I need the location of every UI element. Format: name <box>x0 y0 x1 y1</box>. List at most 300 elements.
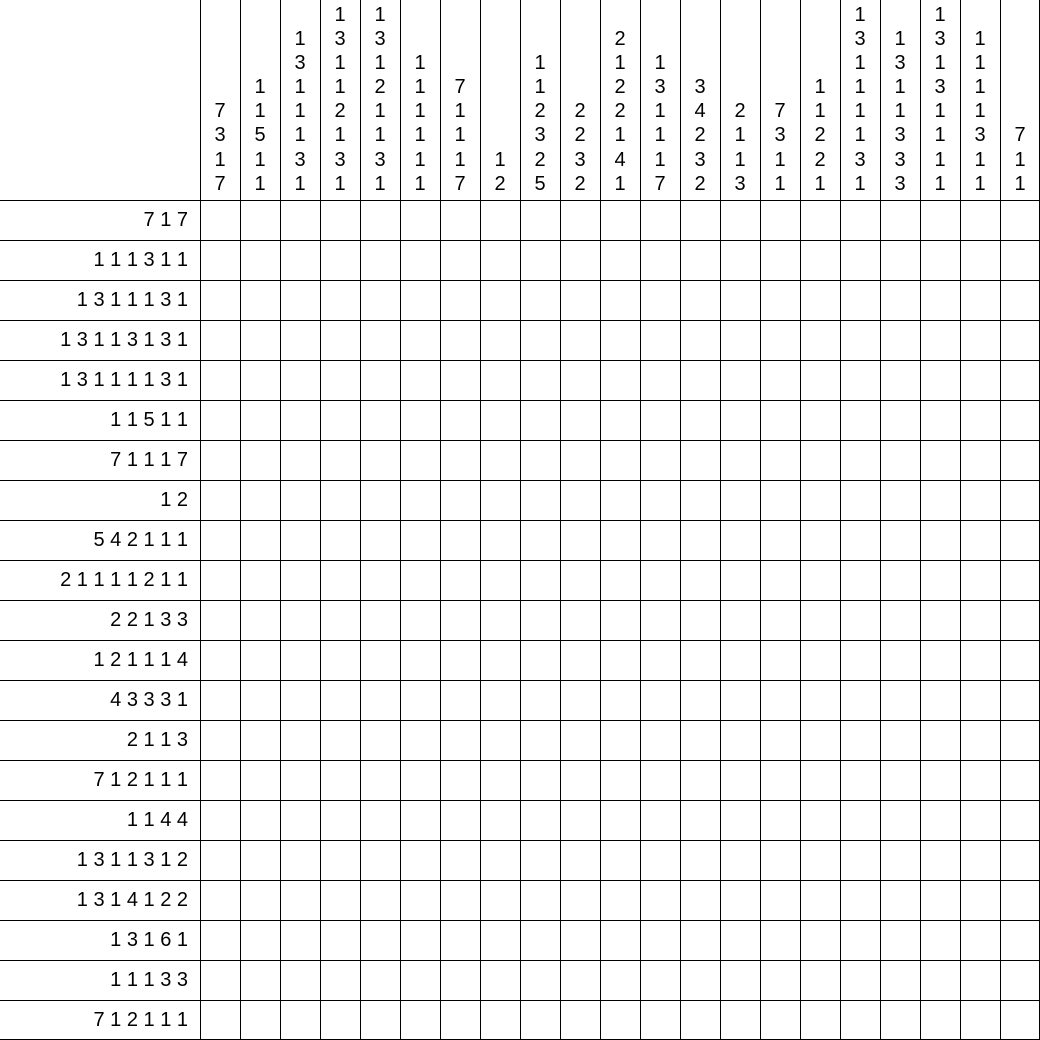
grid-cell[interactable] <box>601 601 640 640</box>
grid-cell[interactable] <box>361 521 400 560</box>
grid-cell[interactable] <box>201 441 240 480</box>
grid-cell[interactable] <box>681 561 720 600</box>
grid-cell[interactable] <box>721 961 760 1000</box>
grid-cell[interactable] <box>641 641 680 680</box>
grid-cell[interactable] <box>441 881 480 920</box>
grid-cell[interactable] <box>241 881 280 920</box>
grid-cell[interactable] <box>1001 921 1040 960</box>
grid-cell[interactable] <box>601 401 640 440</box>
grid-cell[interactable] <box>361 961 400 1000</box>
grid-cell[interactable] <box>801 601 840 640</box>
grid-cell[interactable] <box>361 201 400 240</box>
grid-cell[interactable] <box>241 481 280 520</box>
grid-cell[interactable] <box>521 441 560 480</box>
grid-cell[interactable] <box>641 721 680 760</box>
grid-cell[interactable] <box>681 841 720 880</box>
grid-cell[interactable] <box>281 641 320 680</box>
grid-cell[interactable] <box>841 361 880 400</box>
grid-cell[interactable] <box>441 321 480 360</box>
grid-cell[interactable] <box>521 961 560 1000</box>
grid-cell[interactable] <box>481 881 520 920</box>
grid-cell[interactable] <box>921 401 960 440</box>
grid-cell[interactable] <box>601 881 640 920</box>
grid-cell[interactable] <box>881 521 920 560</box>
grid-cell[interactable] <box>521 601 560 640</box>
grid-cell[interactable] <box>361 321 400 360</box>
grid-cell[interactable] <box>561 441 600 480</box>
grid-cell[interactable] <box>881 601 920 640</box>
grid-cell[interactable] <box>521 401 560 440</box>
grid-cell[interactable] <box>801 241 840 280</box>
grid-cell[interactable] <box>481 281 520 320</box>
grid-cell[interactable] <box>521 801 560 840</box>
grid-cell[interactable] <box>481 961 520 1000</box>
grid-cell[interactable] <box>401 801 440 840</box>
grid-cell[interactable] <box>601 241 640 280</box>
grid-cell[interactable] <box>841 961 880 1000</box>
grid-cell[interactable] <box>281 281 320 320</box>
grid-cell[interactable] <box>241 521 280 560</box>
grid-cell[interactable] <box>201 921 240 960</box>
grid-cell[interactable] <box>441 481 480 520</box>
grid-cell[interactable] <box>201 961 240 1000</box>
grid-cell[interactable] <box>401 921 440 960</box>
grid-cell[interactable] <box>841 201 880 240</box>
grid-cell[interactable] <box>961 641 1000 680</box>
grid-cell[interactable] <box>761 1001 800 1040</box>
grid-cell[interactable] <box>281 761 320 800</box>
grid-cell[interactable] <box>201 241 240 280</box>
grid-cell[interactable] <box>361 801 400 840</box>
grid-cell[interactable] <box>481 561 520 600</box>
grid-cell[interactable] <box>961 241 1000 280</box>
grid-cell[interactable] <box>921 961 960 1000</box>
grid-cell[interactable] <box>921 241 960 280</box>
grid-cell[interactable] <box>761 561 800 600</box>
grid-cell[interactable] <box>921 361 960 400</box>
grid-cell[interactable] <box>281 721 320 760</box>
grid-cell[interactable] <box>201 281 240 320</box>
grid-cell[interactable] <box>921 281 960 320</box>
grid-cell[interactable] <box>481 841 520 880</box>
grid-cell[interactable] <box>681 921 720 960</box>
grid-cell[interactable] <box>281 881 320 920</box>
grid-cell[interactable] <box>201 761 240 800</box>
grid-cell[interactable] <box>361 481 400 520</box>
grid-cell[interactable] <box>961 841 1000 880</box>
grid-cell[interactable] <box>1001 881 1040 920</box>
grid-cell[interactable] <box>321 761 360 800</box>
grid-cell[interactable] <box>401 761 440 800</box>
grid-cell[interactable] <box>401 361 440 400</box>
grid-cell[interactable] <box>561 881 600 920</box>
grid-cell[interactable] <box>761 401 800 440</box>
grid-cell[interactable] <box>601 641 640 680</box>
grid-cell[interactable] <box>241 1001 280 1040</box>
grid-cell[interactable] <box>401 441 440 480</box>
grid-cell[interactable] <box>321 401 360 440</box>
grid-cell[interactable] <box>761 641 800 680</box>
grid-cell[interactable] <box>761 481 800 520</box>
grid-cell[interactable] <box>641 561 680 600</box>
grid-cell[interactable] <box>721 801 760 840</box>
grid-cell[interactable] <box>441 561 480 600</box>
grid-cell[interactable] <box>921 521 960 560</box>
grid-cell[interactable] <box>361 921 400 960</box>
grid-cell[interactable] <box>921 1001 960 1040</box>
grid-cell[interactable] <box>641 401 680 440</box>
grid-cell[interactable] <box>201 841 240 880</box>
grid-cell[interactable] <box>321 881 360 920</box>
grid-cell[interactable] <box>681 481 720 520</box>
grid-cell[interactable] <box>601 961 640 1000</box>
grid-cell[interactable] <box>761 761 800 800</box>
grid-cell[interactable] <box>961 441 1000 480</box>
grid-cell[interactable] <box>521 241 560 280</box>
grid-cell[interactable] <box>721 641 760 680</box>
grid-cell[interactable] <box>481 921 520 960</box>
grid-cell[interactable] <box>241 641 280 680</box>
grid-cell[interactable] <box>401 201 440 240</box>
grid-cell[interactable] <box>321 841 360 880</box>
grid-cell[interactable] <box>441 441 480 480</box>
grid-cell[interactable] <box>801 201 840 240</box>
grid-cell[interactable] <box>241 921 280 960</box>
grid-cell[interactable] <box>841 1001 880 1040</box>
grid-cell[interactable] <box>201 321 240 360</box>
grid-cell[interactable] <box>521 881 560 920</box>
grid-cell[interactable] <box>641 321 680 360</box>
grid-cell[interactable] <box>721 841 760 880</box>
grid-cell[interactable] <box>841 281 880 320</box>
grid-cell[interactable] <box>681 721 720 760</box>
grid-cell[interactable] <box>641 601 680 640</box>
grid-cell[interactable] <box>681 361 720 400</box>
grid-cell[interactable] <box>721 241 760 280</box>
grid-cell[interactable] <box>681 281 720 320</box>
grid-cell[interactable] <box>401 641 440 680</box>
grid-cell[interactable] <box>321 1001 360 1040</box>
grid-cell[interactable] <box>881 361 920 400</box>
grid-cell[interactable] <box>761 801 800 840</box>
grid-cell[interactable] <box>201 1001 240 1040</box>
grid-cell[interactable] <box>761 961 800 1000</box>
grid-cell[interactable] <box>361 1001 400 1040</box>
grid-cell[interactable] <box>241 241 280 280</box>
grid-cell[interactable] <box>281 401 320 440</box>
grid-cell[interactable] <box>361 241 400 280</box>
grid-cell[interactable] <box>841 441 880 480</box>
grid-cell[interactable] <box>481 721 520 760</box>
grid-cell[interactable] <box>521 1001 560 1040</box>
grid-cell[interactable] <box>481 521 520 560</box>
grid-cell[interactable] <box>881 681 920 720</box>
grid-cell[interactable] <box>721 201 760 240</box>
grid-cell[interactable] <box>641 761 680 800</box>
grid-cell[interactable] <box>1001 521 1040 560</box>
grid-cell[interactable] <box>241 601 280 640</box>
grid-cell[interactable] <box>641 681 680 720</box>
grid-cell[interactable] <box>601 521 640 560</box>
grid-cell[interactable] <box>681 961 720 1000</box>
grid-cell[interactable] <box>201 401 240 440</box>
grid-cell[interactable] <box>1001 681 1040 720</box>
grid-cell[interactable] <box>281 481 320 520</box>
grid-cell[interactable] <box>521 521 560 560</box>
grid-cell[interactable] <box>321 521 360 560</box>
grid-cell[interactable] <box>801 401 840 440</box>
grid-cell[interactable] <box>801 281 840 320</box>
grid-cell[interactable] <box>1001 761 1040 800</box>
grid-cell[interactable] <box>241 721 280 760</box>
grid-cell[interactable] <box>641 801 680 840</box>
grid-cell[interactable] <box>961 881 1000 920</box>
grid-cell[interactable] <box>201 601 240 640</box>
grid-cell[interactable] <box>401 281 440 320</box>
grid-cell[interactable] <box>761 321 800 360</box>
grid-cell[interactable] <box>561 841 600 880</box>
grid-cell[interactable] <box>321 801 360 840</box>
grid-cell[interactable] <box>761 521 800 560</box>
grid-cell[interactable] <box>1001 481 1040 520</box>
grid-cell[interactable] <box>601 681 640 720</box>
grid-cell[interactable] <box>881 721 920 760</box>
grid-cell[interactable] <box>761 241 800 280</box>
grid-cell[interactable] <box>881 881 920 920</box>
grid-cell[interactable] <box>721 921 760 960</box>
grid-cell[interactable] <box>521 841 560 880</box>
grid-cell[interactable] <box>801 921 840 960</box>
grid-cell[interactable] <box>561 321 600 360</box>
grid-cell[interactable] <box>1001 361 1040 400</box>
grid-cell[interactable] <box>1001 961 1040 1000</box>
grid-cell[interactable] <box>481 601 520 640</box>
grid-cell[interactable] <box>641 281 680 320</box>
grid-cell[interactable] <box>561 241 600 280</box>
grid-cell[interactable] <box>601 1001 640 1040</box>
grid-cell[interactable] <box>841 761 880 800</box>
grid-cell[interactable] <box>441 921 480 960</box>
grid-cell[interactable] <box>1001 841 1040 880</box>
grid-cell[interactable] <box>921 321 960 360</box>
grid-cell[interactable] <box>841 841 880 880</box>
grid-cell[interactable] <box>921 881 960 920</box>
grid-cell[interactable] <box>361 561 400 600</box>
grid-cell[interactable] <box>921 761 960 800</box>
grid-cell[interactable] <box>561 561 600 600</box>
grid-cell[interactable] <box>481 321 520 360</box>
grid-cell[interactable] <box>681 201 720 240</box>
grid-cell[interactable] <box>881 761 920 800</box>
grid-cell[interactable] <box>441 361 480 400</box>
grid-cell[interactable] <box>241 321 280 360</box>
grid-cell[interactable] <box>521 481 560 520</box>
grid-cell[interactable] <box>721 721 760 760</box>
grid-cell[interactable] <box>241 801 280 840</box>
grid-cell[interactable] <box>441 281 480 320</box>
grid-cell[interactable] <box>961 201 1000 240</box>
grid-cell[interactable] <box>681 881 720 920</box>
grid-cell[interactable] <box>601 201 640 240</box>
grid-cell[interactable] <box>801 961 840 1000</box>
grid-cell[interactable] <box>761 841 800 880</box>
grid-cell[interactable] <box>561 201 600 240</box>
grid-cell[interactable] <box>801 1001 840 1040</box>
grid-cell[interactable] <box>241 681 280 720</box>
grid-cell[interactable] <box>841 561 880 600</box>
grid-cell[interactable] <box>281 841 320 880</box>
grid-cell[interactable] <box>561 961 600 1000</box>
grid-cell[interactable] <box>801 481 840 520</box>
grid-cell[interactable] <box>801 441 840 480</box>
grid-cell[interactable] <box>561 361 600 400</box>
grid-cell[interactable] <box>881 1001 920 1040</box>
grid-cell[interactable] <box>321 681 360 720</box>
grid-cell[interactable] <box>841 481 880 520</box>
grid-cell[interactable] <box>1001 401 1040 440</box>
grid-cell[interactable] <box>841 401 880 440</box>
grid-cell[interactable] <box>561 801 600 840</box>
grid-cell[interactable] <box>1001 801 1040 840</box>
grid-cell[interactable] <box>881 641 920 680</box>
grid-cell[interactable] <box>401 1001 440 1040</box>
grid-cell[interactable] <box>841 801 880 840</box>
grid-cell[interactable] <box>241 561 280 600</box>
grid-cell[interactable] <box>601 481 640 520</box>
grid-cell[interactable] <box>601 281 640 320</box>
grid-cell[interactable] <box>921 921 960 960</box>
grid-cell[interactable] <box>241 961 280 1000</box>
grid-cell[interactable] <box>841 601 880 640</box>
grid-cell[interactable] <box>401 321 440 360</box>
grid-cell[interactable] <box>921 641 960 680</box>
grid-cell[interactable] <box>801 761 840 800</box>
grid-cell[interactable] <box>921 481 960 520</box>
grid-cell[interactable] <box>721 881 760 920</box>
grid-cell[interactable] <box>601 841 640 880</box>
grid-cell[interactable] <box>921 601 960 640</box>
grid-cell[interactable] <box>561 601 600 640</box>
grid-cell[interactable] <box>441 641 480 680</box>
grid-cell[interactable] <box>401 601 440 640</box>
grid-cell[interactable] <box>881 241 920 280</box>
grid-cell[interactable] <box>201 681 240 720</box>
grid-cell[interactable] <box>361 721 400 760</box>
grid-cell[interactable] <box>681 601 720 640</box>
grid-cell[interactable] <box>561 401 600 440</box>
grid-cell[interactable] <box>681 1001 720 1040</box>
grid-cell[interactable] <box>321 721 360 760</box>
grid-cell[interactable] <box>241 441 280 480</box>
grid-cell[interactable] <box>321 601 360 640</box>
grid-cell[interactable] <box>561 681 600 720</box>
grid-cell[interactable] <box>481 761 520 800</box>
grid-cell[interactable] <box>201 881 240 920</box>
grid-cell[interactable] <box>361 681 400 720</box>
grid-cell[interactable] <box>321 481 360 520</box>
grid-cell[interactable] <box>961 801 1000 840</box>
grid-cell[interactable] <box>601 721 640 760</box>
grid-cell[interactable] <box>321 961 360 1000</box>
grid-cell[interactable] <box>961 921 1000 960</box>
grid-cell[interactable] <box>681 801 720 840</box>
grid-cell[interactable] <box>881 281 920 320</box>
grid-cell[interactable] <box>881 801 920 840</box>
grid-cell[interactable] <box>561 921 600 960</box>
grid-cell[interactable] <box>241 761 280 800</box>
grid-cell[interactable] <box>801 721 840 760</box>
grid-cell[interactable] <box>401 401 440 440</box>
grid-cell[interactable] <box>401 681 440 720</box>
grid-cell[interactable] <box>321 361 360 400</box>
grid-cell[interactable] <box>361 361 400 400</box>
grid-cell[interactable] <box>481 361 520 400</box>
grid-cell[interactable] <box>481 441 520 480</box>
grid-cell[interactable] <box>961 721 1000 760</box>
grid-cell[interactable] <box>481 641 520 680</box>
grid-cell[interactable] <box>281 561 320 600</box>
grid-cell[interactable] <box>681 441 720 480</box>
grid-cell[interactable] <box>801 881 840 920</box>
grid-cell[interactable] <box>201 481 240 520</box>
grid-cell[interactable] <box>481 801 520 840</box>
grid-cell[interactable] <box>281 681 320 720</box>
grid-cell[interactable] <box>321 921 360 960</box>
grid-cell[interactable] <box>721 521 760 560</box>
grid-cell[interactable] <box>521 761 560 800</box>
grid-cell[interactable] <box>601 921 640 960</box>
grid-cell[interactable] <box>921 801 960 840</box>
grid-cell[interactable] <box>801 841 840 880</box>
grid-cell[interactable] <box>841 641 880 680</box>
grid-cell[interactable] <box>281 321 320 360</box>
grid-cell[interactable] <box>481 681 520 720</box>
grid-cell[interactable] <box>441 521 480 560</box>
grid-cell[interactable] <box>401 561 440 600</box>
grid-cell[interactable] <box>561 281 600 320</box>
grid-cell[interactable] <box>801 561 840 600</box>
grid-cell[interactable] <box>801 641 840 680</box>
grid-cell[interactable] <box>961 481 1000 520</box>
grid-cell[interactable] <box>321 561 360 600</box>
grid-cell[interactable] <box>601 441 640 480</box>
grid-cell[interactable] <box>801 361 840 400</box>
grid-cell[interactable] <box>681 521 720 560</box>
grid-cell[interactable] <box>361 441 400 480</box>
grid-cell[interactable] <box>761 361 800 400</box>
grid-cell[interactable] <box>801 801 840 840</box>
grid-cell[interactable] <box>441 1001 480 1040</box>
grid-cell[interactable] <box>721 361 760 400</box>
grid-cell[interactable] <box>961 401 1000 440</box>
grid-cell[interactable] <box>401 881 440 920</box>
grid-cell[interactable] <box>801 681 840 720</box>
grid-cell[interactable] <box>281 601 320 640</box>
grid-cell[interactable] <box>441 401 480 440</box>
grid-cell[interactable] <box>641 441 680 480</box>
grid-cell[interactable] <box>361 601 400 640</box>
grid-cell[interactable] <box>641 841 680 880</box>
grid-cell[interactable] <box>761 721 800 760</box>
grid-cell[interactable] <box>681 641 720 680</box>
grid-cell[interactable] <box>521 361 560 400</box>
grid-cell[interactable] <box>961 561 1000 600</box>
grid-cell[interactable] <box>1001 641 1040 680</box>
grid-cell[interactable] <box>401 521 440 560</box>
grid-cell[interactable] <box>1001 281 1040 320</box>
grid-cell[interactable] <box>801 521 840 560</box>
grid-cell[interactable] <box>761 281 800 320</box>
